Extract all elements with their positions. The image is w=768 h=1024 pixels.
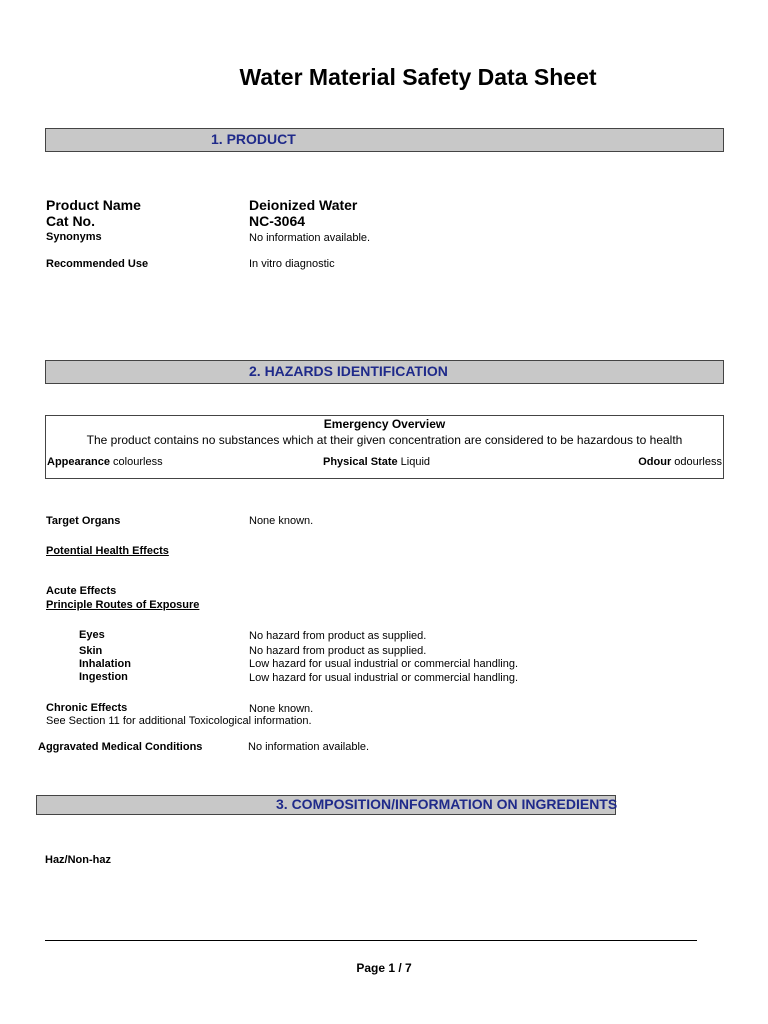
odour-value: odourless — [674, 456, 722, 468]
route-ingestion-value: Low hazard for usual industrial or commercial handling. — [249, 672, 519, 684]
cat-no-value: NC-3064 — [249, 213, 306, 229]
route-eyes-label: Eyes — [79, 629, 105, 641]
appearance-value: colourless — [113, 456, 163, 468]
odour-field — [638, 456, 722, 468]
target-organs-value: None known. — [249, 515, 314, 527]
document-title: Water Material Safety Data Sheet — [239, 64, 597, 90]
aggravated-conditions-label: Aggravated Medical Conditions — [38, 741, 203, 753]
synonyms-label: Synonyms — [46, 231, 102, 243]
footer-divider — [45, 940, 697, 941]
emergency-overview-text: The product contains no substances which at their given concentration are considered to be hazardous to health — [86, 433, 683, 447]
section-3-header — [36, 795, 616, 815]
acute-effects-heading: Acute Effects — [46, 585, 117, 597]
haz-non-haz-label: Haz/Non-haz — [45, 854, 111, 866]
section-3-heading: 3. COMPOSITION/INFORMATION ON INGREDIENTS — [276, 796, 618, 812]
section-1-header — [45, 128, 724, 152]
physical-state-label: Physical State — [323, 456, 398, 468]
product-name-value: Deionized Water — [249, 197, 358, 213]
principle-routes-heading: Principle Routes of Exposure — [46, 599, 200, 611]
physical-state-field — [323, 456, 430, 468]
route-ingestion-label: Ingestion — [79, 671, 128, 683]
page-number: Page 1 / 7 — [356, 961, 412, 975]
see-section-note: See Section 11 for additional Toxicological information. — [46, 715, 312, 727]
emergency-overview-box — [45, 415, 724, 479]
section-2-header — [45, 360, 724, 384]
potential-health-effects-heading: Potential Health Effects — [46, 545, 169, 557]
route-inhalation-value: Low hazard for usual industrial or commercial handling. — [249, 658, 519, 670]
aggravated-conditions-value: No information available. — [248, 741, 370, 753]
chronic-effects-value: None known. — [249, 703, 314, 715]
recommended-use-label: Recommended Use — [46, 258, 149, 270]
route-eyes-value: No hazard from product as supplied. — [249, 630, 427, 642]
section-2-heading: 2. HAZARDS IDENTIFICATION — [249, 363, 448, 379]
appearance-field — [47, 456, 163, 468]
cat-no-label: Cat No. — [46, 213, 95, 229]
odour-label: Odour — [638, 456, 672, 468]
section-1-heading: 1. PRODUCT — [211, 131, 296, 147]
target-organs-label: Target Organs — [46, 515, 121, 527]
emergency-overview-title: Emergency Overview — [323, 417, 446, 431]
recommended-use-value: In vitro diagnostic — [249, 258, 335, 270]
route-skin-value: No hazard from product as supplied. — [249, 645, 427, 657]
route-skin-label: Skin — [79, 645, 103, 657]
chronic-effects-label: Chronic Effects — [46, 702, 128, 714]
product-name-label: Product Name — [46, 197, 141, 213]
physical-state-value: Liquid — [400, 456, 431, 468]
appearance-label: Appearance — [47, 456, 110, 468]
route-inhalation-label: Inhalation — [79, 658, 131, 670]
synonyms-value: No information available. — [249, 232, 371, 244]
